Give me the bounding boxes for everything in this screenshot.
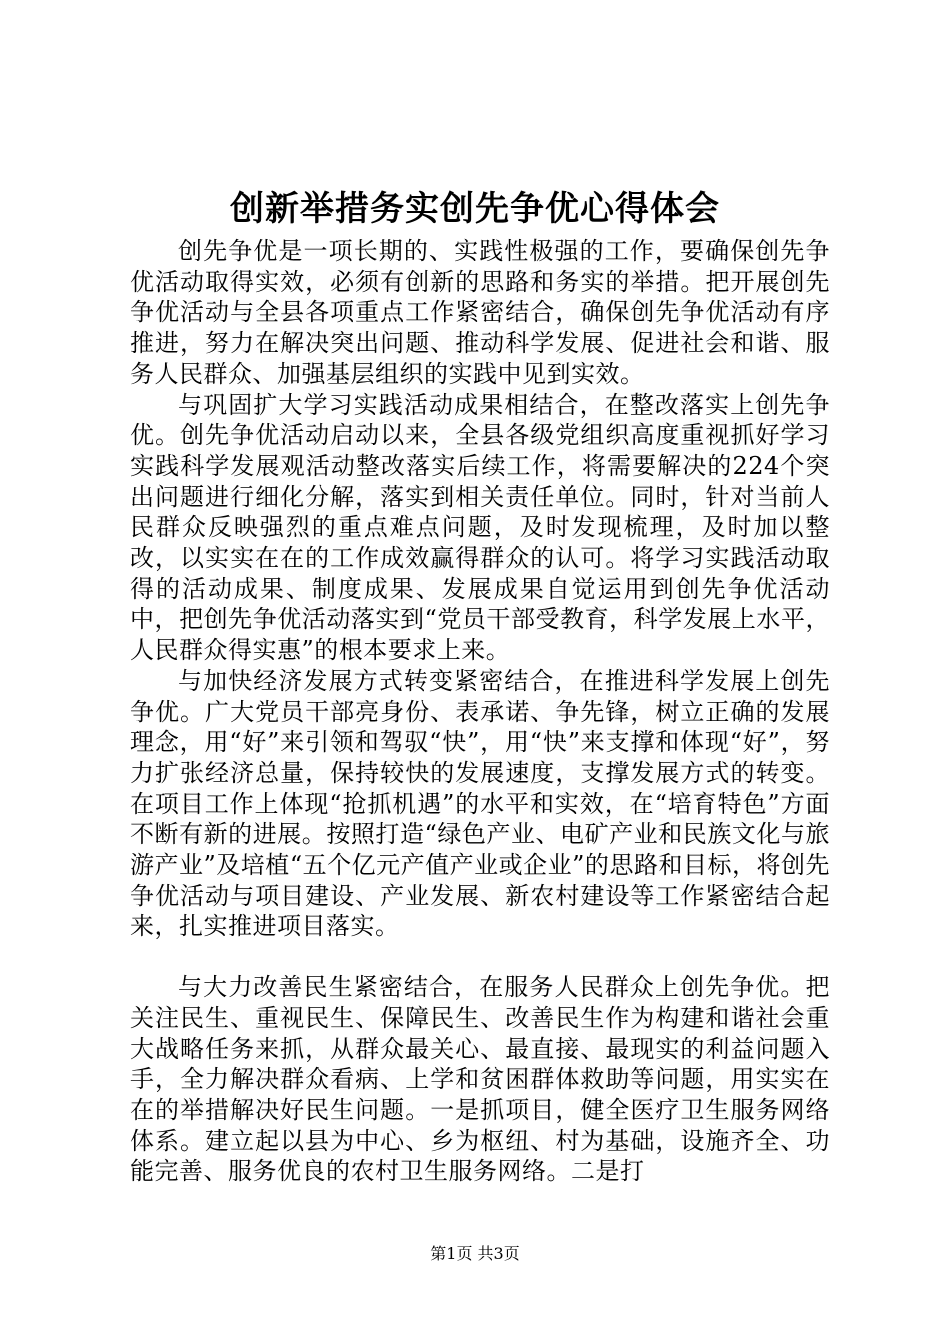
page-footer: 第1页 共3页: [430, 1244, 520, 1263]
document-title: 创新举措务实创先争优心得体会: [230, 189, 720, 229]
document-body: [130, 236, 830, 1187]
paragraph-livelihood: 与大力改善民生紧密结合，在服务人民群众上创先争优。把关注民生、重视民生、保障民生、改善民生作为构建和谐社会重大战略任务来抓，从群众最关心、最直接、最现实的利益问题入手，全力解决群众看病、上学和贫困群体救助等问题，用实实在在的举措解决好民生问题。一是抓项目，健全医疗卫生服务网络体系。建立起以县为中心、乡为枢纽、村为基础，设施齐全、功能完善、服务优良的农村卫生服务网络。二是打: [130, 973, 830, 1186]
paragraph-intro: 创先争优是一项长期的、实践性极强的工作，要确保创先争优活动取得实效，必须有创新的思路和务实的举措。把开展创先争优活动与全县各项重点工作紧密结合，确保创先争优活动有序推进，努力在解决突出问题、推动科学发展、促进社会和谐、服务人民群众、加强基层组织的实践中见到实效。: [130, 237, 830, 388]
paragraph-economic-development: 与加快经济发展方式转变紧密结合，在推进科学发展上创先争优。广大党员干部亮身份、表承诺、争先锋，树立正确的发展理念，用“好”来引领和驾驭“快”，用“快”来支撑和体现“好”，努力扩张经济总量，保持较快的发展速度，支撑发展方式的转变。在项目工作上体现“抢抓机遇”的水平和实效，在“培育特色”方面不断有新的进展。按照打造“绿色产业、电矿产业和民族文化与旅游产业”及培植“五个亿元产值产业或企业”的思路和目标，将创先争优活动与项目建设、产业发展、新农村建设等工作紧密结合起来，扎实推进项目落实。: [130, 666, 830, 941]
paragraph-consolidation: 与巩固扩大学习实践活动成果相结合，在整改落实上创先争优。创先争优活动启动以来，全县各级党组织高度重视抓好学习实践科学发展观活动整改落实后续工作，将需要解决的224个突出问题进行细化分解，落实到相关责任单位。同时，针对当前人民群众反映强烈的重点难点问题，及时发现梳理，及时加以整改，以实实在在的工作成效赢得群众的认可。将学习实践活动取得的活动成果、制度成果、发展成果自觉运用到创先争优活动中，把创先争优活动落实到“党员干部受教育，科学发展上水平，人民群众得实惠”的根本要求上来。: [130, 390, 830, 665]
